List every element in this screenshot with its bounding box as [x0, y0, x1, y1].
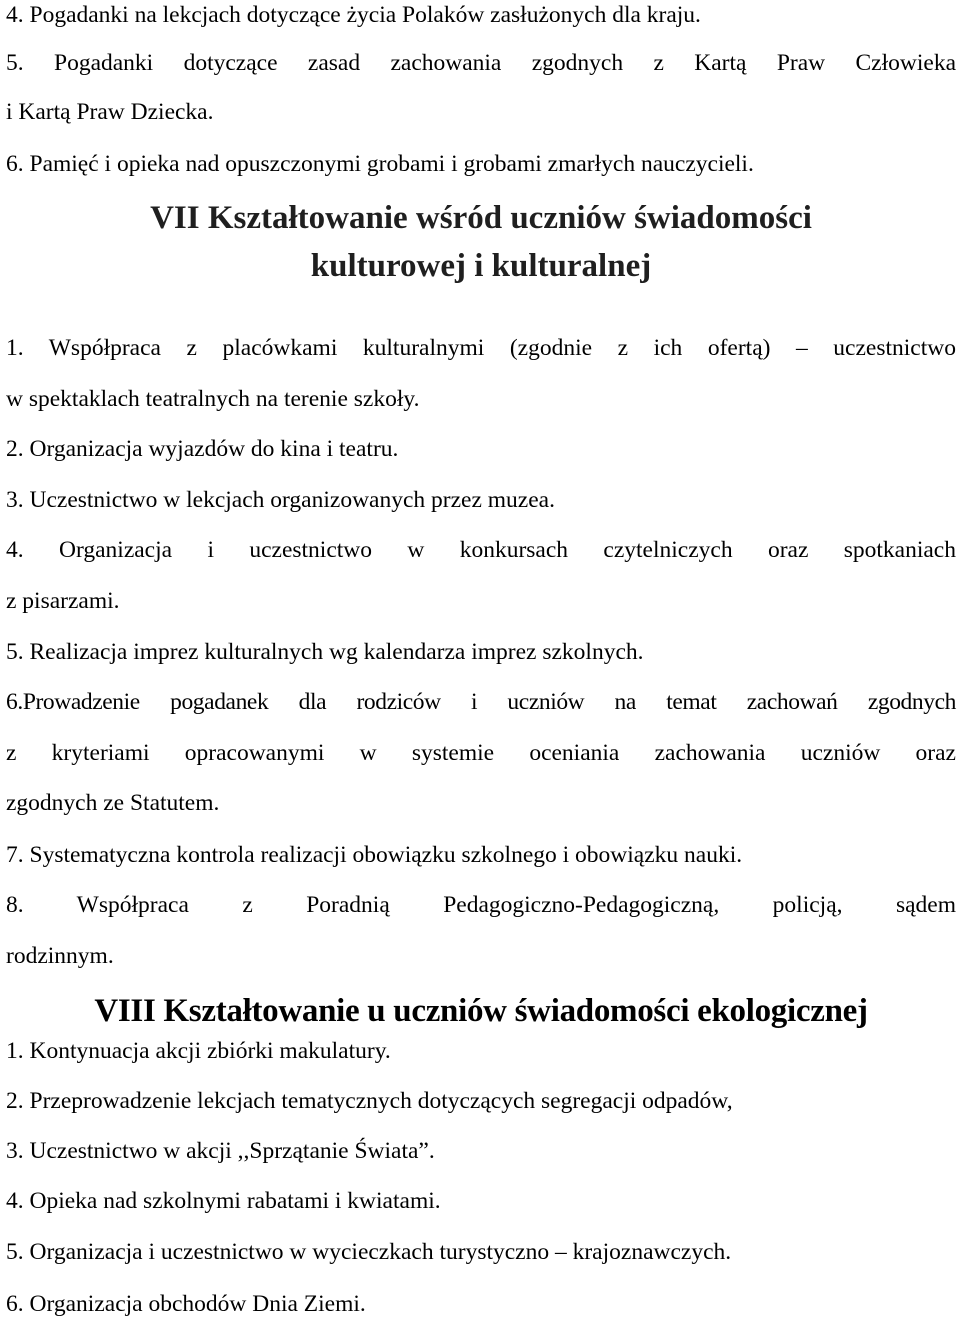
list-item: 8. Współpraca z Poradnią Pedagogiczno-Pedagogiczną, policją, sądem [6, 892, 956, 918]
section-heading-vii: VII Kształtowanie wśród uczniów świadomości [150, 200, 812, 236]
list-item: 4. Organizacja i uczestnictwo w konkursach czytelniczych oraz spotkaniach [6, 537, 956, 563]
section-heading-vii-continued: kulturowej i kulturalnej [310, 248, 652, 284]
list-item: z pisarzami. [6, 588, 120, 614]
list-item: 2. Organizacja wyjazdów do kina i teatru. [6, 436, 399, 462]
list-item: 5. Organizacja i uczestnictwo w wycieczkach turystyczno – krajoznawczych. [6, 1239, 732, 1265]
list-item: 5. Pogadanki dotyczące zasad zachowania zgodnych z Kartą Praw Człowieka [6, 50, 956, 76]
list-item: w spektaklach teatralnych na terenie szkoły. [6, 386, 420, 412]
list-item: 3. Uczestnictwo w lekcjach organizowanych przez muzea. [6, 487, 555, 513]
list-item: 2. Przeprowadzenie lekcjach tematycznych dotyczących segregacji odpadów, [6, 1088, 733, 1114]
list-item: 6. Organizacja obchodów Dnia Ziemi. [6, 1291, 366, 1317]
list-item: 6. Pamięć i opieka nad opuszczonymi grobami i grobami zmarłych nauczycieli. [6, 151, 754, 177]
list-item: 3. Uczestnictwo w akcji ,,Sprzątanie Świata”. [6, 1138, 435, 1164]
list-item: i Kartą Praw Dziecka. [6, 99, 214, 125]
list-item: 7. Systematyczna kontrola realizacji obowiązku szkolnego i obowiązku nauki. [6, 842, 743, 868]
list-item: 4. Pogadanki na lekcjach dotyczące życia Polaków zasłużonych dla kraju. [6, 2, 701, 28]
section-heading-viii: VIII Kształtowanie u uczniów świadomości ekologicznej [94, 993, 868, 1029]
list-item: zgodnych ze Statutem. [6, 790, 220, 816]
list-item: z kryteriami opracowanymi w systemie oceniania zachowania uczniów oraz [6, 740, 956, 766]
list-item: 6.Prowadzenie pogadanek dla rodziców i uczniów na temat zachowań zgodnych [6, 689, 956, 715]
list-item: 1. Kontynuacja akcji zbiórki makulatury. [6, 1038, 391, 1064]
list-item: rodzinnym. [6, 943, 114, 969]
list-item: 1. Współpraca z placówkami kulturalnymi (zgodnie z ich ofertą) – uczestnictwo [6, 335, 956, 361]
list-item: 5. Realizacja imprez kulturalnych wg kalendarza imprez szkolnych. [6, 639, 644, 665]
list-item: 4. Opieka nad szkolnymi rabatami i kwiatami. [6, 1188, 441, 1214]
